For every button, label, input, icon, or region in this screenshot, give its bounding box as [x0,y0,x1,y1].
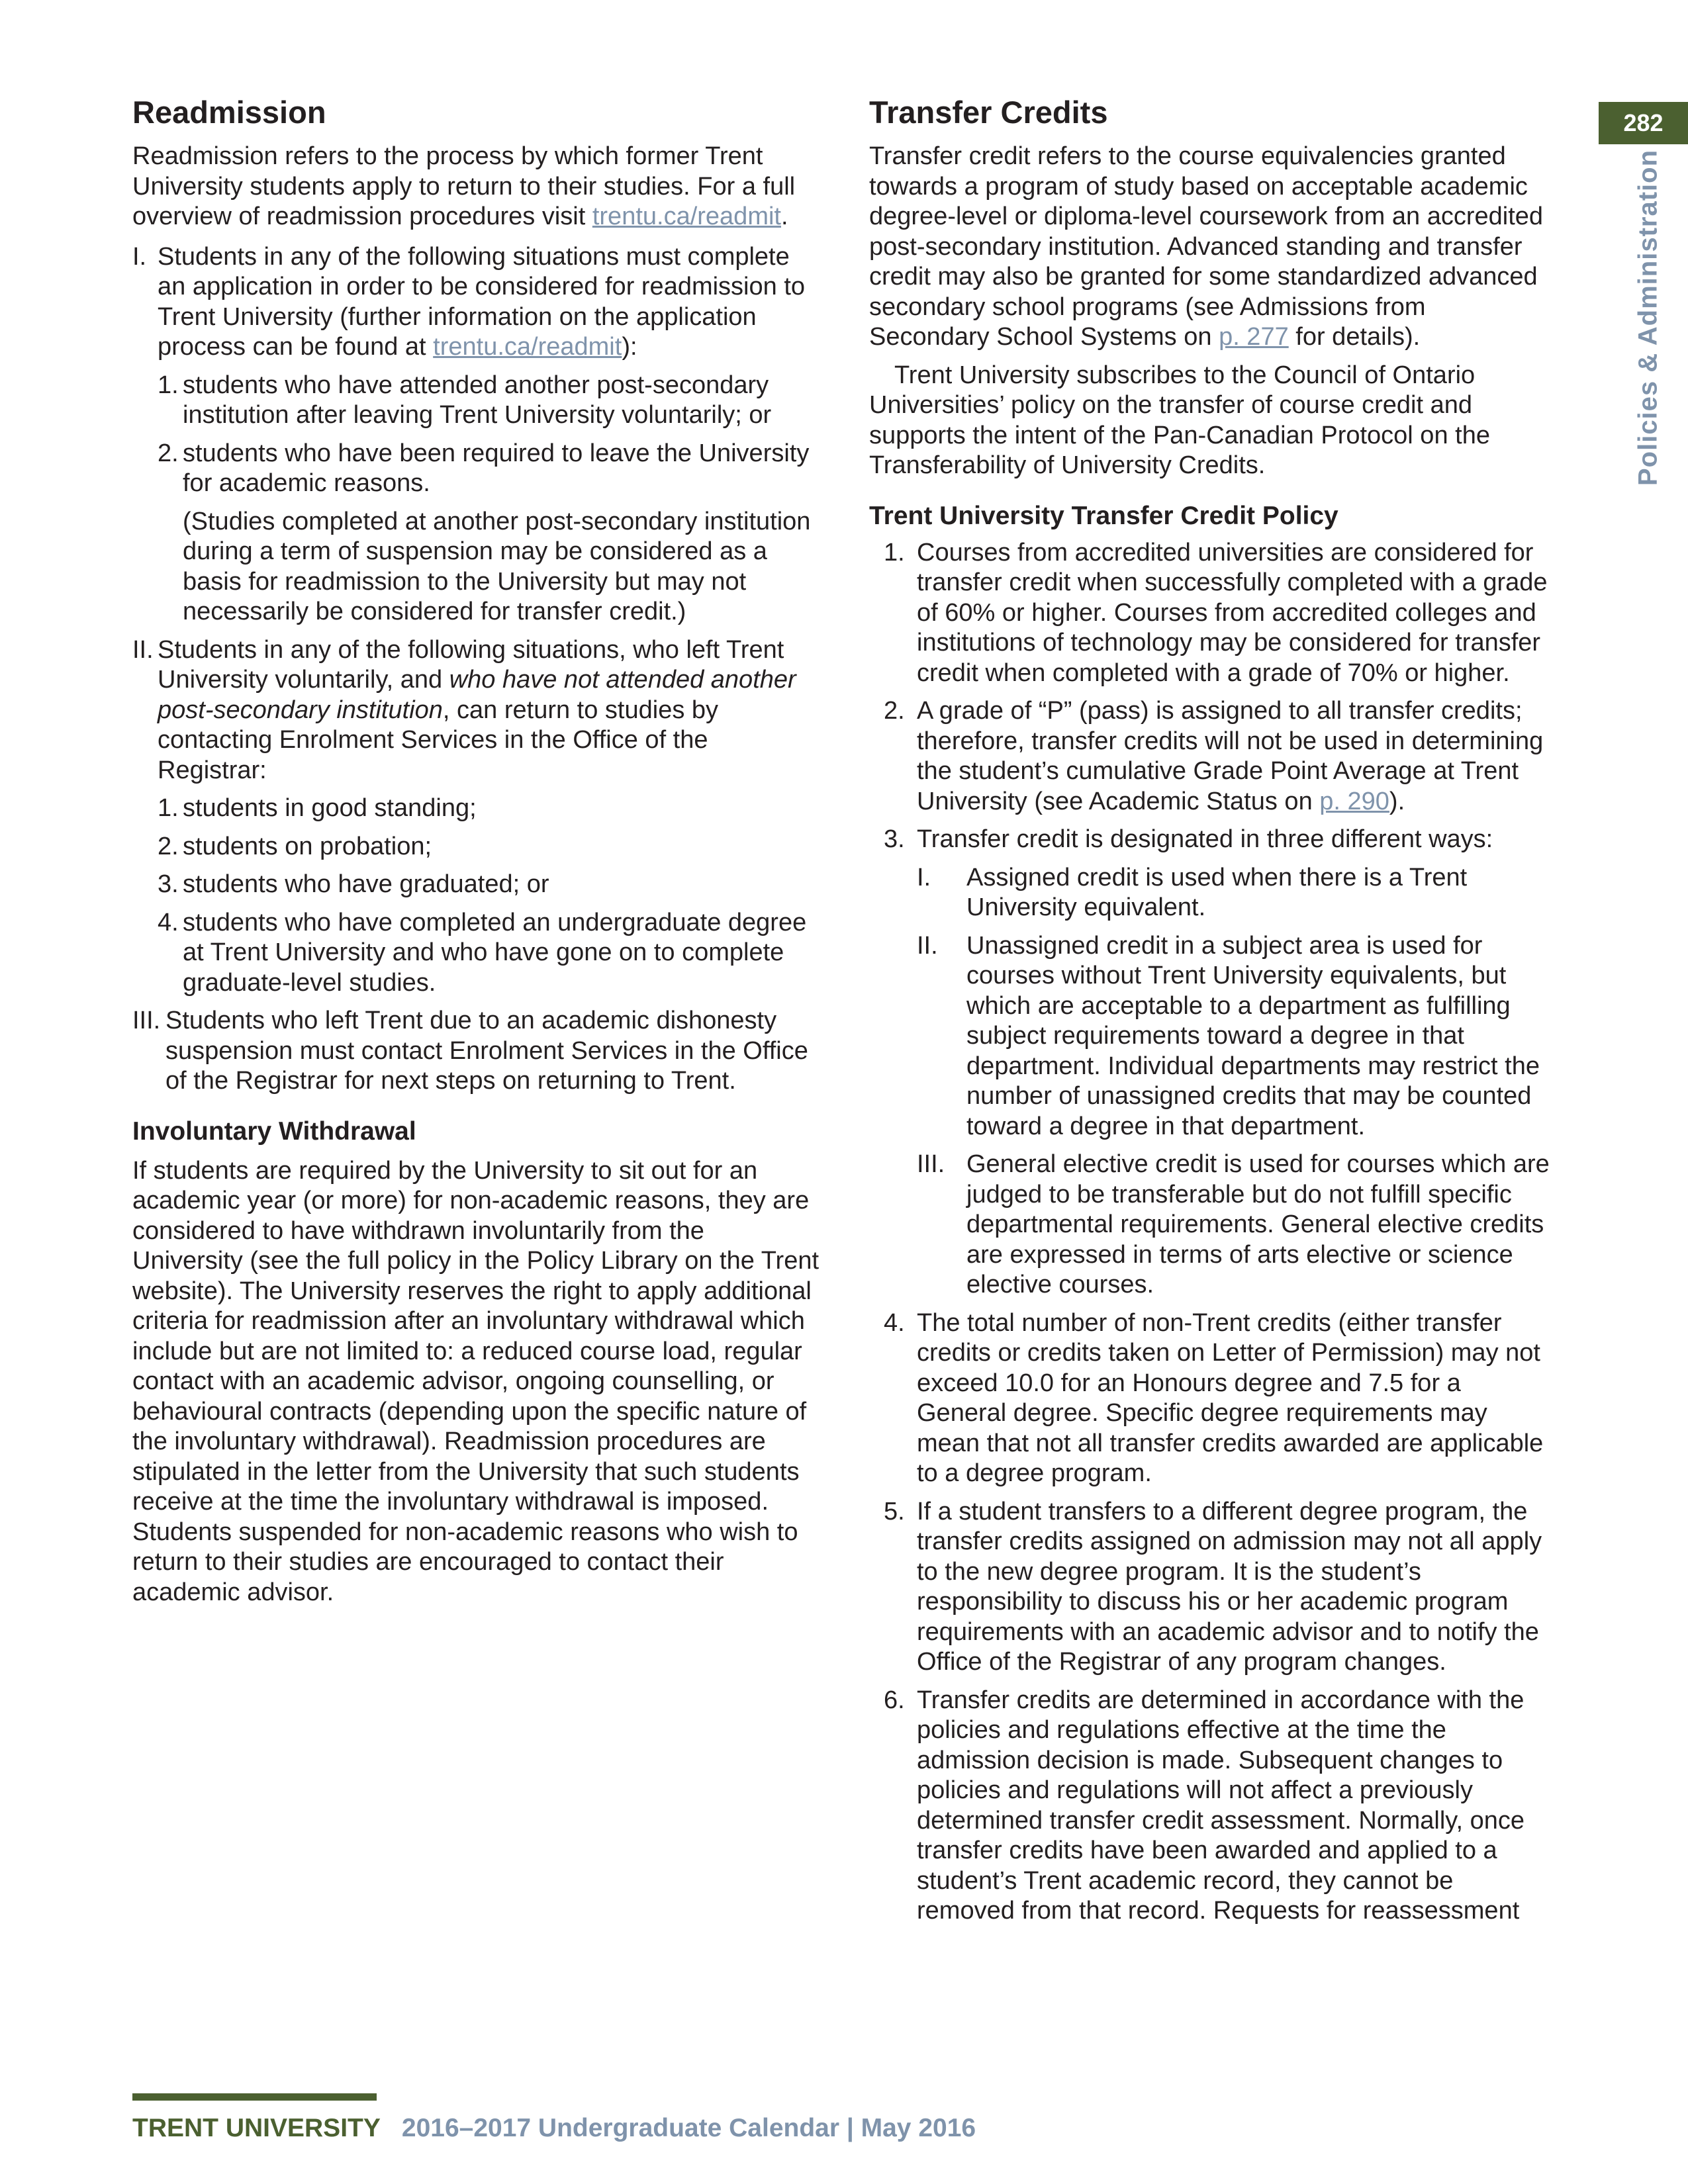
involuntary-withdrawal-text: If students are required by the University to sit out for an academic year (or more) for non-academic reasons, they are considered to have withdrawn involuntarily from the University (see the full policy in the Policy Library on the Trent website). The University reserves the right to apply additional criteria for readmission after an involuntary withdrawal which include but are not limited to: a reduced course load, regular contact with an academic advisor, ongoing counselling, or behavioural contracts (depending upon the specific nature of the involuntary withdrawal). Readmission procedures are stipulated in the letter from the University that such students receive at the time the involuntary withdrawal is imposed. Students suspended for non-academic reasons who wish to return to their studies are encouraged to contact their academic advisor. [132,1156,820,1606]
right-column [869,91,1551,1927]
policy-item-6: 6. Transfer credits are determined in accordance with the policies and regulations effective at the time the admission decision is made. Subsequent changes to policies and regulations will not affect a previously determined transfer credit assessment. Normally, once transfer credits have been awarded and applied to a student’s Trent academic record, they cannot be removed from that record. Requests for reassessment [884,1686,1524,1925]
page-277-link[interactable]: p. 277 [1219,323,1289,351]
suspension-note: (Studies completed at another post-secondary institution during a term of suspension may be considered as a basis for readmission to the University but may not necessarily be considered for transfer credit.) [183,507,811,625]
list-item: 1. students who have attended another post-secondary institution after leaving Trent University voluntarily; or [158,371,772,429]
readmission-section-ii: II. Students in any of the following situations, who left Trent University voluntarily, and who have not attended another post-secondary institution, can return to studies by contacting Enrolment Services in the Office of the Registrar: [132,635,796,784]
transfer-para-2: Trent University subscribes to the Council of Ontario Universities’ policy on the transfer of course credit and supports the intent of the Pan-Canadian Protocol on the Transferability of University Credits. [869,361,1490,479]
policy-item-3: 3. Transfer credit is designated in three different ways: [884,825,1493,853]
footer [132,2114,976,2143]
left-column [132,91,821,1608]
policy-item-5: 5. If a student transfers to a different degree program, the transfer credits assigned on admission may not all apply to the new degree program. It is the student’s responsibility to discuss his or her academic program requirements with an academic advisor and to notify the Office of the Registrar of any program changes. [884,1497,1542,1676]
page-290-link[interactable]: p. 290 [1319,787,1389,815]
policy-item-2: 2. A grade of “P” (pass) is assigned to all transfer credits; therefore, transfer credits will not be used in determining the student’s cumulative Grade Point Average at Trent University (see Academic Status on p. 290). [884,697,1544,815]
readmission-section-iii: III. Students who left Trent due to an academic dishonesty suspension must contact Enrolment Services in the Office of the Registrar for next steps on returning to Trent. [132,1007,808,1095]
footer-rule [132,2093,377,2101]
readmission-section-i: I. Students in any of the following situations must complete an application in order to be considered for readmission to Trent University (further information on the application process can be found at trentu.ca/readmit): [132,242,806,361]
involuntary-withdrawal-heading: Involuntary Withdrawal [132,1116,416,1146]
readmit-link[interactable]: trentu.ca/readmit [592,203,781,230]
list-item: 2. students who have been required to leave the University for academic reasons. [158,439,810,497]
list-item: 2. students on probation; [158,832,432,860]
footer-calendar: 2016–2017 Undergraduate Calendar | May 2016 [401,2114,976,2142]
readmission-heading: Readmission [132,95,326,130]
transfer-policy-heading: Trent University Transfer Credit Policy [869,501,1338,530]
footer-university: TRENT UNIVERSITY [132,2114,381,2142]
credit-type-item: III. General elective credit is used for courses which are judged to be transferable but do not fulfill specific departmental requirements. General elective credits are expressed in terms of arts elective or science elective courses. [917,1150,1550,1298]
transfer-intro: Transfer credit refers to the course equivalencies granted towards a program of study based on acceptable academic degree-level or diploma-level coursework from an accredited post-secondary institution. Advanced standing and transfer credit may also be granted for some standardized advanced secondary school programs (see Admissions from Secondary School Systems on p. 277 for details). [869,142,1544,351]
section-side-tab: Policies & Administration [1633,149,1663,486]
list-item: 4. students who have completed an undergraduate degree at Trent University and who have gone on to complete graduate-level studies. [158,908,807,997]
policy-item-4: 4. The total number of non-Trent credits (either transfer credits or credits taken on Letter of Permission) may not exceed 10.0 for an Honours degree and 7.5 for a General degree. Specific degree requirements may mean that not all transfer credits awarded are applicable to a degree program. [884,1308,1544,1487]
readmit-link-2[interactable]: trentu.ca/readmit [433,333,622,361]
list-item: 1. students in good standing; [158,794,477,822]
credit-type-item: II. Unassigned credit in a subject area is used for courses without Trent University equivalents, but which are acceptable to a department as fulfilling subject requirements toward a degree in that department. Individual departments may restrict the number of unassigned credits that may be counted toward a degree in that department. [917,931,1540,1140]
credit-type-item: I. Assigned credit is used when there is a Trent University equivalent. [917,863,1468,921]
readmission-intro: Readmission refers to the process by which former Trent University students apply to return to their studies. For a full overview of readmission procedures visit trentu.ca/readmit. [132,142,796,230]
transfer-credits-heading: Transfer Credits [869,95,1108,130]
page-number-badge: 282 [1599,102,1688,144]
list-item: 3. students who have graduated; or [158,870,549,898]
policy-item-1: 1. Courses from accredited universities are considered for transfer credit when successfully completed with a grade of 60% or higher. Courses from accredited colleges and institutions of technology may be considered for transfer credit when completed with a grade of 70% or higher. [884,538,1548,687]
